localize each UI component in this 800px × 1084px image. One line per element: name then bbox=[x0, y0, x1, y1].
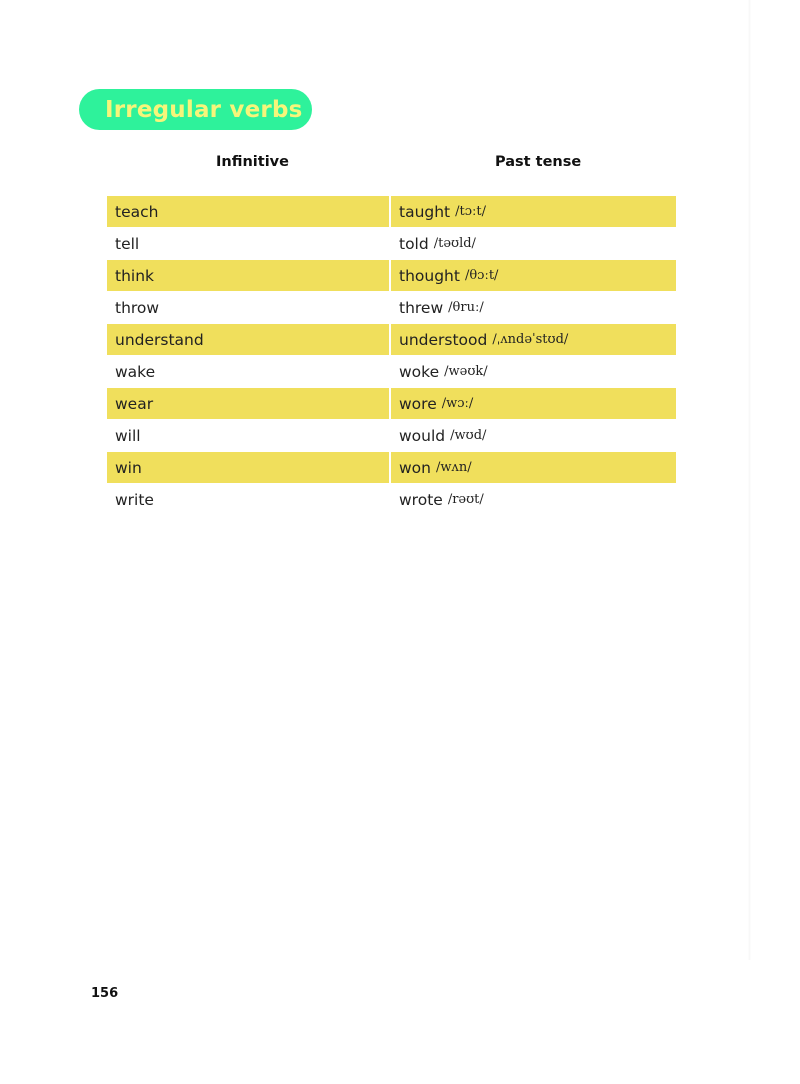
table-row bbox=[107, 196, 676, 228]
past-tense-word: told bbox=[399, 234, 429, 253]
infinitive-cell: write bbox=[115, 490, 154, 509]
infinitive-cell: win bbox=[107, 452, 389, 483]
past-tense-cell bbox=[391, 324, 676, 355]
past-tense-cell bbox=[391, 228, 676, 259]
pronunciation: /wɔː/ bbox=[441, 396, 474, 411]
infinitive-cell: will bbox=[115, 426, 141, 445]
past-tense-cell bbox=[391, 452, 676, 483]
past-tense-word: understood bbox=[399, 330, 488, 349]
table-row bbox=[107, 484, 676, 516]
table-row bbox=[107, 228, 676, 260]
pronunciation: /rəʊt/ bbox=[447, 492, 484, 507]
infinitive-cell: wake bbox=[115, 362, 156, 381]
past-tense-cell bbox=[391, 356, 676, 387]
column-header-past-tense: Past tense bbox=[495, 154, 582, 170]
page-edge-shadow bbox=[748, 0, 751, 960]
table-row bbox=[107, 452, 676, 484]
pronunciation: /tɔːt/ bbox=[455, 204, 487, 219]
past-tense-word: thought bbox=[399, 266, 460, 285]
infinitive-cell: tell bbox=[115, 234, 140, 253]
table-row bbox=[107, 388, 676, 420]
past-tense-cell bbox=[391, 420, 676, 451]
pronunciation: /təʊld/ bbox=[433, 236, 476, 251]
past-tense-cell bbox=[391, 196, 676, 227]
infinitive-cell: throw bbox=[115, 298, 160, 317]
past-tense-word: won bbox=[399, 458, 431, 477]
past-tense-cell bbox=[391, 388, 676, 419]
past-tense-cell bbox=[391, 292, 676, 323]
section-title: Irregular verbs bbox=[105, 96, 303, 123]
page-number: 156 bbox=[91, 986, 119, 1001]
past-tense-word: wrote bbox=[399, 490, 443, 509]
table-row bbox=[107, 420, 676, 452]
section-title-banner bbox=[79, 89, 312, 130]
pronunciation: /θɔːt/ bbox=[464, 268, 499, 283]
verb-table bbox=[107, 196, 676, 516]
table-row bbox=[107, 260, 676, 292]
infinitive-cell: wear bbox=[107, 388, 389, 419]
pronunciation: /wəʊk/ bbox=[444, 364, 488, 379]
table-row bbox=[107, 292, 676, 324]
table-row bbox=[107, 324, 676, 356]
pronunciation: /θruː/ bbox=[448, 300, 484, 315]
pronunciation: /wʌn/ bbox=[435, 460, 472, 475]
column-header-infinitive: Infinitive bbox=[216, 154, 289, 170]
past-tense-cell bbox=[391, 484, 676, 515]
pronunciation: /ˌʌndəˈstʊd/ bbox=[492, 332, 569, 347]
table-row bbox=[107, 356, 676, 388]
past-tense-word: wore bbox=[399, 394, 437, 413]
past-tense-word: threw bbox=[399, 298, 444, 317]
infinitive-cell: teach bbox=[107, 196, 389, 227]
past-tense-word: taught bbox=[399, 202, 451, 221]
infinitive-cell: understand bbox=[107, 324, 389, 355]
past-tense-cell bbox=[391, 260, 676, 291]
infinitive-cell: think bbox=[107, 260, 389, 291]
past-tense-word: would bbox=[399, 426, 446, 445]
pronunciation: /wʊd/ bbox=[450, 428, 487, 443]
past-tense-word: woke bbox=[399, 362, 440, 381]
